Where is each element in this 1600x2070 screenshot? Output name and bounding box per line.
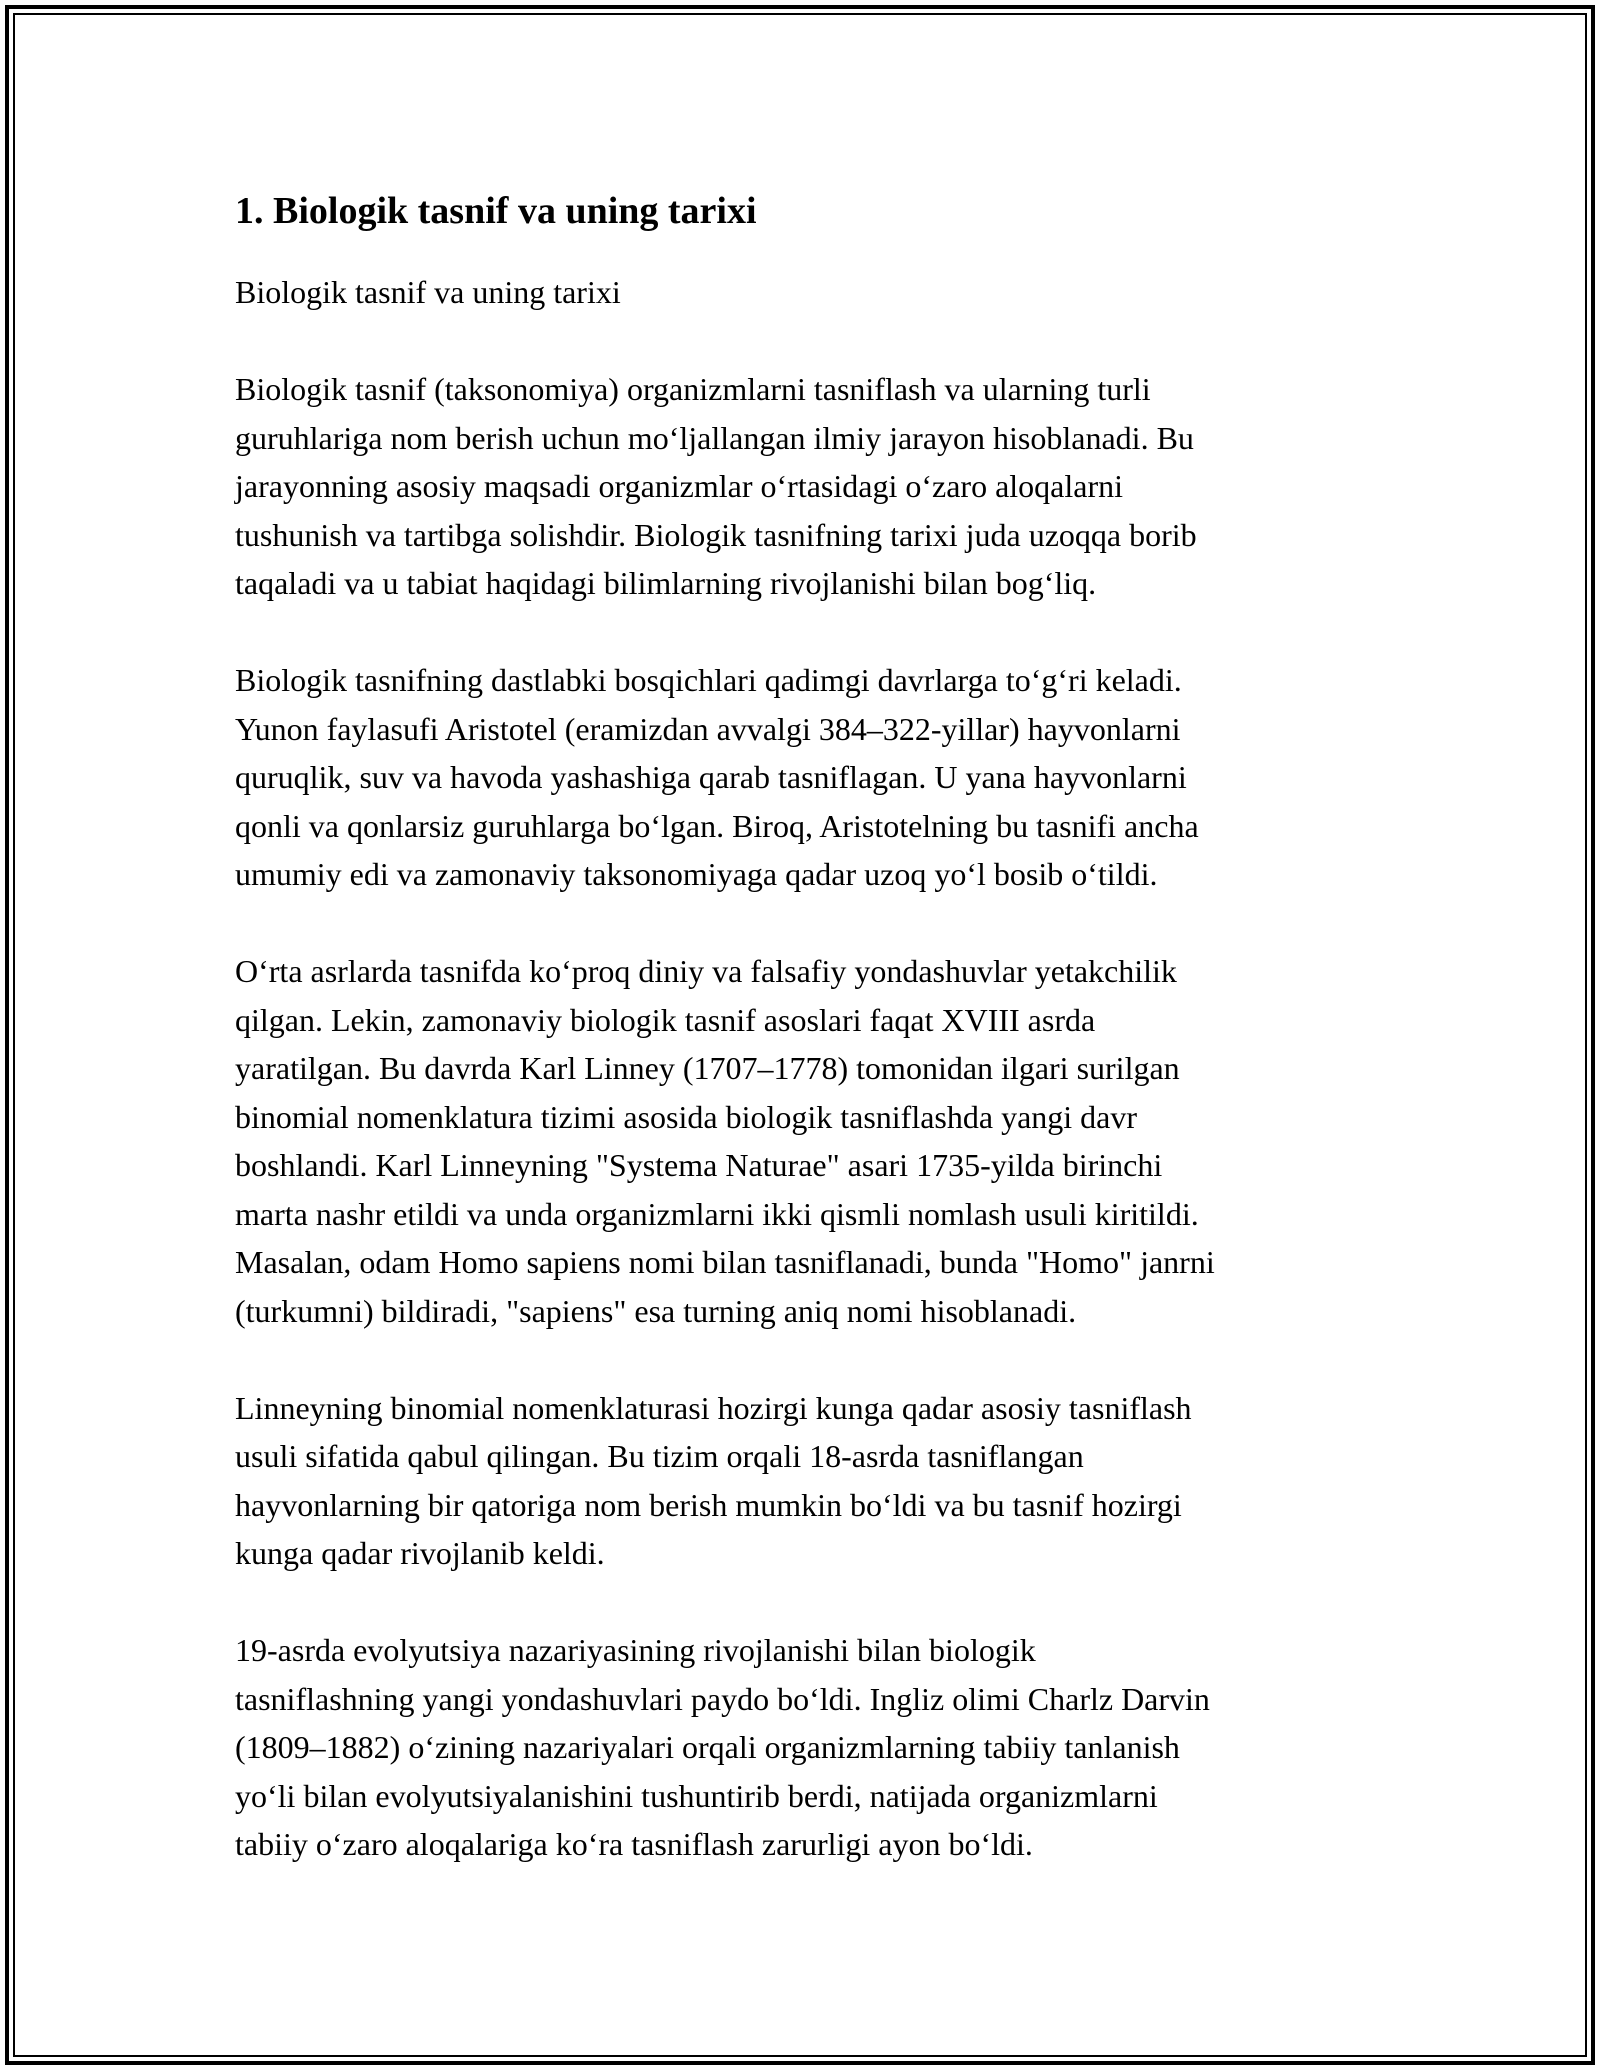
paragraph-intro: Biologik tasnif (taksonomiya) organizmlarni tasniflash va ularning turli guruhlariga nom berish uchun moʻljallangan ilmiy jarayon hisoblanadi. Bu jarayonning asosiy maqsadi organizmlar oʻrtasidagi oʻzaro aloqalarni tushunish va tartibga solishdir. Biologik tasnifning tarixi juda uzoqqa borib taqaladi va u tabiat haqidagi bilimlarning rivojlanishi bilan bogʻliq. xyxy=(235,371,1197,601)
document-body xyxy=(235,186,1385,1917)
section-heading: 1. Biologik tasnif va uning tarixi xyxy=(235,190,757,232)
subtitle-paragraph: Biologik tasnif va uning tarixi xyxy=(235,274,621,310)
paragraph-darwin: 19-asrda evolyutsiya nazariyasining rivojlanishi bilan biologik tasniflashning yangi yondashuvlari paydo boʻldi. Ingliz olimi Charlz Darvin (1809–1882) oʻzining nazariyalari orqali organizmlarning tabiiy tanlanish yoʻli bilan evolyutsiyalanishini tushuntirib berdi, natijada organizmlarni tabiiy oʻzaro aloqalariga koʻra tasniflash zarurligi ayon boʻldi. xyxy=(235,1632,1210,1862)
paragraph-linnaeus: Oʻrta asrlarda tasnifda koʻproq diniy va falsafiy yondashuvlar yetakchilik qilgan. Lekin, zamonaviy biologik tasnif asoslari faqat XVIII asrda yaratilgan. Bu davrda Karl Linney (1707–1778) tomonidan ilgari surilgan binomial nomenklatura tizimi asosida biologik tasniflashda yangi davr boshlandi. Karl Linneyning "Systema Naturae" asari 1735-yilda birinchi marta nashr etildi va unda organizmlarni ikki qismli nomlash usuli kiritildi. Masalan, odam Homo sapiens nomi bilan tasniflanadi, bunda "Homo" janrni (turkumni) bildiradi, "sapiens" esa turning aniq nomi hisoblanadi. xyxy=(235,953,1215,1329)
paragraph-binomial: Linneyning binomial nomenklaturasi hozirgi kunga qadar asosiy tasniflash usuli sifatida qabul qilingan. Bu tizim orqali 18-asrda tasniflangan hayvonlarning bir qatoriga nom berish mumkin boʻldi va bu tasnif hozirgi kunga qadar rivojlanib keldi. xyxy=(235,1389,1192,1571)
paragraph-aristotle: Biologik tasnifning dastlabki bosqichlari qadimgi davrlarga toʻgʻri keladi. Yunon faylasufi Aristotel (eramizdan avvalgi 384–322-yillar) hayvonlarni quruqlik, suv va havoda yashashiga qarab tasniflagan. U yana hayvonlarni qonli va qonlarsiz guruhlarga boʻlgan. Biroq, Aristotelning bu tasnifi ancha umumiy edi va zamonaviy taksonomiyaga qadar uzoq yoʻl bosib oʻtildi. xyxy=(235,662,1199,892)
